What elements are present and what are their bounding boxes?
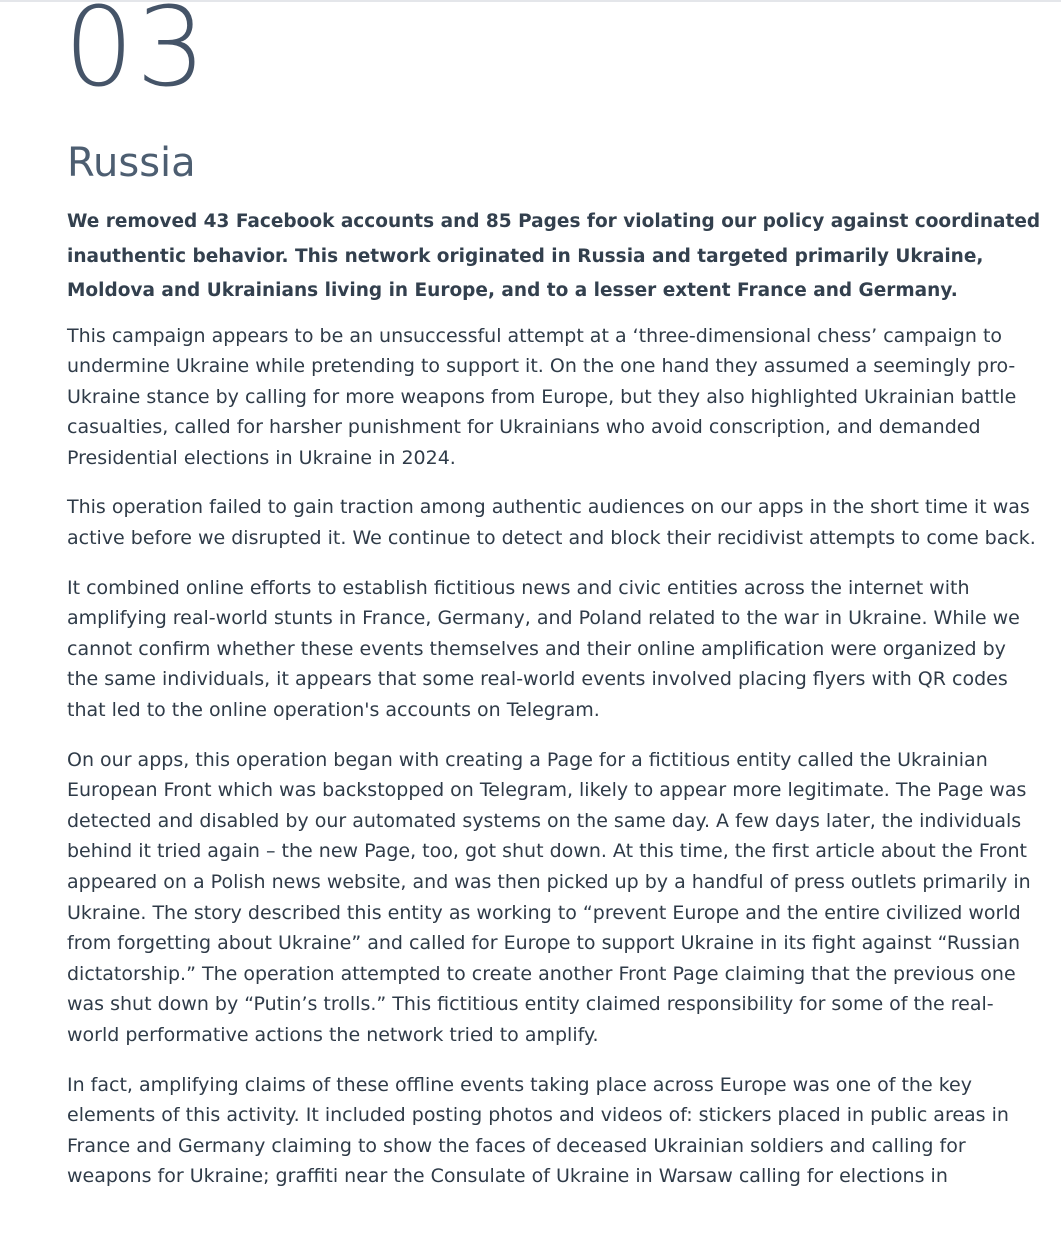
section-title: Russia [67, 140, 196, 186]
section-number: 03 [64, 0, 208, 111]
lead-paragraph: We removed 43 Facebook accounts and 85 Pages for violating our policy against coordinated inauthentic behavior. This network originated in Russia and targeted primarily Ukraine, Moldova and Ukrainians living in Europe, and to a lesser extent France and Germany. [67, 211, 1041, 301]
body-paragraph-3: It combined online efforts to establish fictitious news and civic entities across the internet with amplifying real-world stunts in France, Germany, and Poland related to the war in Ukraine. While we cannot confirm whether these events themselves and their online amplification were organized by the same individuals, it appears that some real-world events involved placing flyers with QR codes that led to the online operation's accounts on Telegram. [67, 576, 1020, 722]
body-paragraph-1: This campaign appears to be an unsuccessful attempt at a ‘three-dimensional chess’ campaign to undermine Ukraine while pretending to support it. On the one hand they assumed a seemingly pro-Ukraine stance by calling for more weapons from Europe, but they also highlighted Ukrainian battle casualties, called for harsher punishment for Ukrainians who avoid conscription, and demanded Presidential elections in Ukraine in 2024. [67, 324, 1017, 469]
body-paragraph-4: On our apps, this operation began with creating a Page for a fictitious entity called the Ukrainian European Front which was backstopped on Telegram, likely to appear more legitimate. The Page was detected and disabled by our automated systems on the same day. A few days later, the individuals behind it tried again – the new Page, too, got shut down. At this time, the first article about the Front appeared on a Polish news website, and was then picked up by a handful of press outlets primarily in Ukraine. The story described this entity as working to “prevent Europe and the entire civilized world from forgetting about Ukraine” and called for Europe to support Ukraine in its fight against “Russian dictatorship.” The operation attempted to create another Front Page claiming that the previous one was shut down by “Putin’s trolls.” This fictitious entity claimed responsibility for some of the real-world performative actions the network tried to amplify. [67, 748, 1031, 1046]
body-paragraph-5: In fact, amplifying claims of these offline events taking place across Europe was one of the key elements of this activity. It included posting photos and videos of: stickers placed in public areas in France and Germany claiming to show the faces of deceased Ukrainian soldiers and calling for weapons for Ukraine; graffiti near the Consulate of Ukraine in Warsaw calling for elections in [67, 1073, 1009, 1188]
article-body [67, 205, 1042, 1211]
body-paragraph-2: This operation failed to gain traction among authentic audiences on our apps in the short time it was active before we disrupted it. We continue to detect and block their recidivist attempts to come back. [67, 496, 1036, 550]
